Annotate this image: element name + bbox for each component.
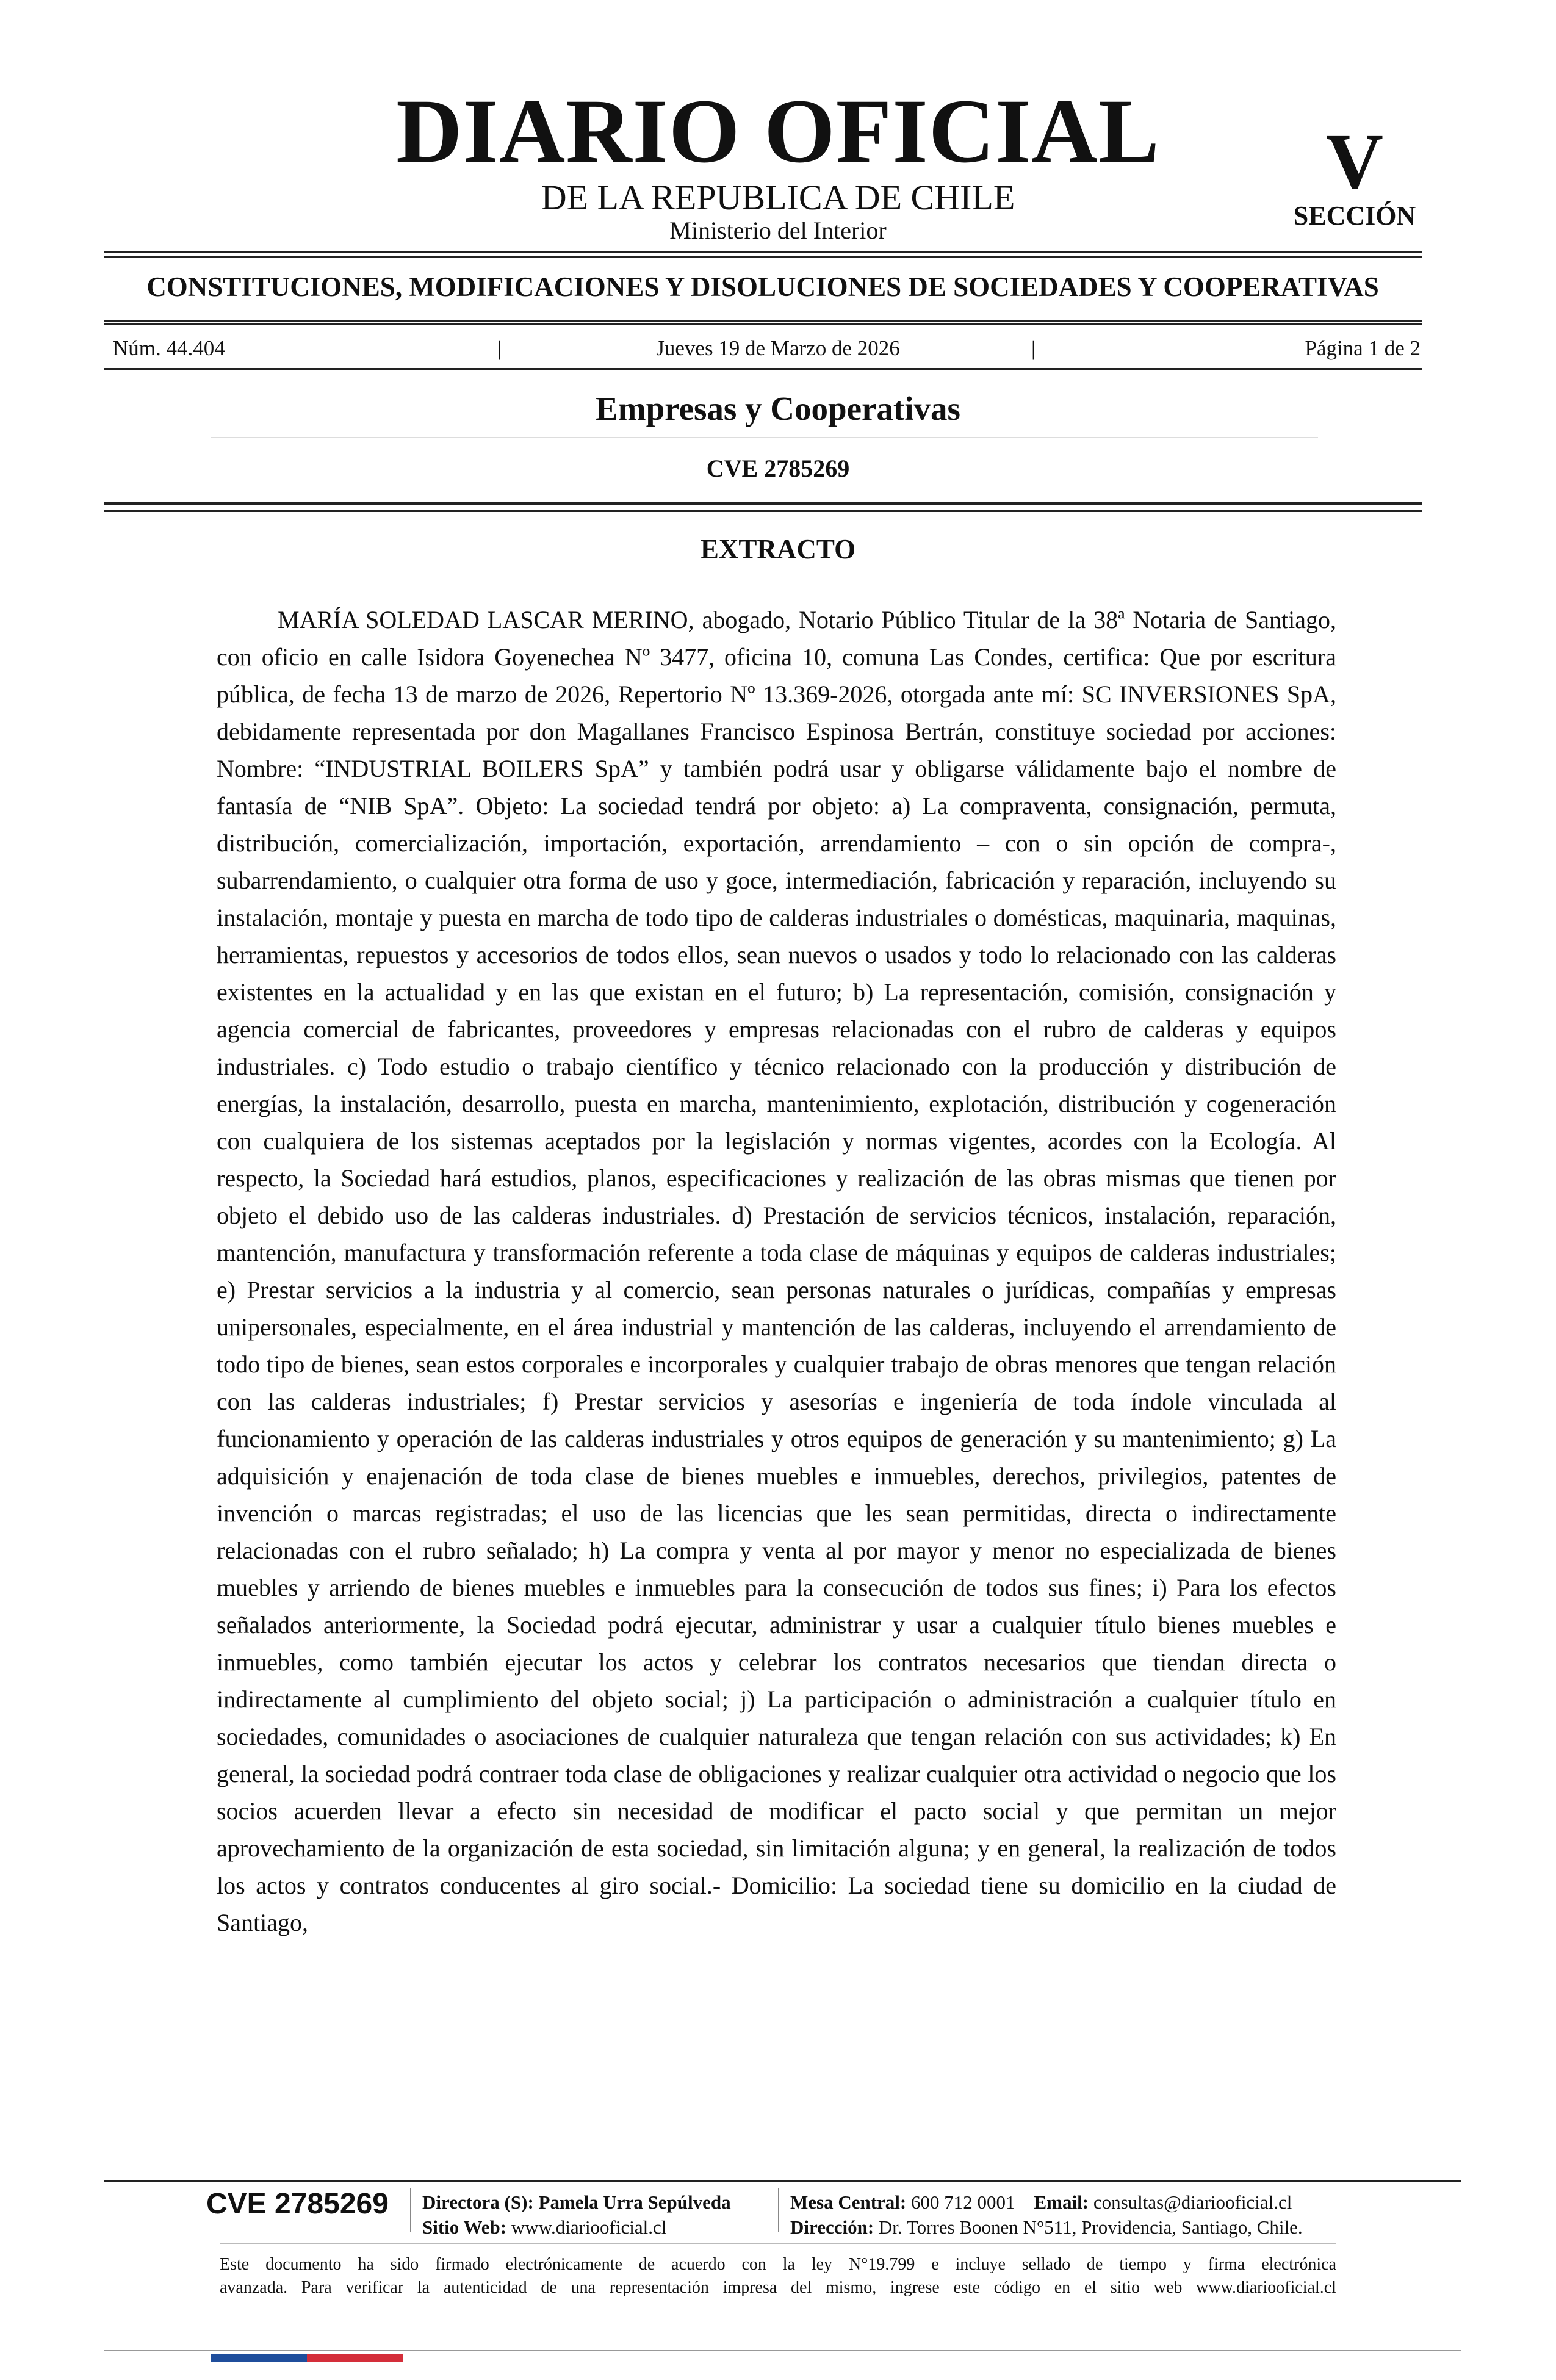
phone-label: Mesa Central:	[790, 2191, 907, 2213]
email-link[interactable]: consultas@diariooficial.cl	[1093, 2191, 1292, 2213]
notice-line: Este documento ha sido firmado electrónicamente de acuerdo con la ley N°19.799 e incluye sellado de tiempo y firma electrónica	[220, 2255, 1336, 2274]
footer-notice-rule	[220, 2243, 1336, 2244]
header-double-rule-bottom	[104, 510, 1422, 512]
issue-number: Núm. 44.404	[113, 336, 225, 360]
body-paragraph: MARÍA SOLEDAD LASCAR MERINO, abogado, Notario Público Titular de la 38ª Notaria de Santiago, con oficio en calle Isidora Goyenechea Nº 3477, oficina 10, comuna Las Condes, certifica: Que por escritura pública, de fecha 13 de marzo de 2026, Repertorio Nº 13.369-2026, otorgada ante mí: SC INVERSIONES SpA, debidamente representada por don Magallanes Francisco Espinosa Bertrán, constituye sociedad por acciones: Nombre: “INDUSTRIAL BOILERS SpA” y también podrá usar y obligarse válidamente bajo el nombre de fantasía de “NIB SpA”. Objeto: La sociedad tendrá por objeto: a) La compraventa, consignación, permuta, distribución, comercialización, importación, exportación, arrendamiento – con o sin opción de compra-, subarrendamiento, o cualquier otra forma de uso y goce, intermediación, fabricación y reparación, incluyendo su instalación, montaje y puesta en marcha de todo tipo de calderas industriales o domésticas, maquinaria, maquinas, herramientas, repuestos y accesorios de todos ellos, sean nuevos o usados y todo lo relacionado con las calderas existentes en la actualidad y en las que existan en el futuro; b) La representación, comisión, consignación y agencia comercial de fabricantes, proveedores y empresas relacionadas con el rubro de calderas y equipos industriales. c) Todo estudio o trabajo científico y técnico relacionado con la producción y distribución de energías, la instalación, desarrollo, puesta en marcha, mantenimiento, explotación, distribución y cogeneración con cualquiera de los sistemas aceptados por la legislación y normas vigentes, acordes con la Ecología. Al respecto, la Sociedad hará estudios, planos, especificaciones y realización de las obras mismas que tienen por objeto el debido uso de las calderas industriales. d) Prestación de servicios técnicos, instalación, reparación, mantención, manufactura y transformación referente a toda clase de máquinas y equipos de calderas industriales; e) Prestar servicios a la industria y al comercio, sean personas naturales o jurídicas, compañías y empresas unipersonales, especialmente, en el área industrial y mantención de las calderas, incluyendo el arrendamiento de todo tipo de bienes, sean estos corporales e incorporales y cualquier trabajo de obras menores que tengan relación con las calderas industriales; f) Prestar servicios y asesorías e ingeniería de toda índole vinculada al funcionamiento y operación de las calderas industriales y otros equipos de generación y su mantenimiento; g) La adquisición y enajenación de toda clase de bienes muebles e inmuebles, derechos, privilegios, patentes de invención o marcas registradas; el uso de las licencias que les sean permitidas, directa o indirectamente relacionadas con el rubro señalado; h) La compra y venta al por mayor y menor no especializada de bienes muebles y arriendo de bienes muebles e inmuebles para la consecución de todos sus fines; i) Para los efectos señalados anteriormente, la Sociedad podrá ejecutar, administrar y usar a cualquier título bienes muebles e inmuebles, como también ejecutar los actos y celebrar los contratos necesarios que tiendan directa o indirectamente al cumplimiento del objeto social; j) La participación o administración a cualquier título en sociedades, comunidades o asociaciones de cualquier naturaleza que tengan relación con sus actividades; k) En general, la sociedad podrá contraer toda clase de obligaciones y realizar cualquier otra actividad o negocio que los socios acuerden llevar a efecto sin necesidad de modificar el pacto social y que permitan un mejor aprovechamiento de la organización de esta sociedad, sin limitación alguna; y en general, la realización de todos los actos y contratos conducentes al giro social.- Domicilio: La sociedad tiene su domicilio en la ciudad de Santiago,	[217, 606, 1336, 1936]
masthead-rule-bottom	[104, 256, 1422, 258]
flag-stripe-blue	[211, 2354, 307, 2362]
category-heading: CONSTITUCIONES, MODIFICACIONES Y DISOLUCIONES DE SOCIEDADES Y COOPERATIVAS	[146, 272, 1379, 302]
section-title: Empresas y Cooperativas	[596, 390, 960, 427]
notice-line: avanzada. Para verificar la autenticidad de una representación impresa del mismo, ingrese este código en el sitio web www.diariooficial.cl	[220, 2278, 1336, 2297]
header-double-rule-top	[104, 502, 1422, 505]
issue-separator: |	[497, 336, 502, 360]
issue-separator: |	[1031, 336, 1036, 360]
category-rule-bottom	[104, 323, 1422, 325]
director-label: Directora (S):	[422, 2191, 534, 2213]
cve-code: CVE 2785269	[706, 455, 850, 482]
footer-bottom-rule	[104, 2350, 1461, 2351]
address-label: Dirección:	[790, 2216, 874, 2238]
address-value: Dr. Torres Boonen N°511, Providencia, Santiago, Chile.	[878, 2216, 1303, 2238]
footer-cve-code: CVE 2785269	[206, 2188, 389, 2220]
footer-divider	[410, 2188, 411, 2232]
flag-stripe-red	[307, 2354, 403, 2362]
category-rule-top	[104, 320, 1422, 322]
director-name: Pamela Urra Sepúlveda	[538, 2191, 731, 2213]
issue-page: Página 1 de 2	[1305, 336, 1421, 360]
website-link[interactable]: www.diariooficial.cl	[511, 2216, 667, 2238]
section-letter: V	[1326, 118, 1383, 206]
phone-value: 600 712 0001	[911, 2191, 1015, 2213]
masthead-ministry: Ministerio del Interior	[669, 217, 887, 244]
footer-divider	[778, 2188, 779, 2232]
issue-date: Jueves 19 de Marzo de 2026	[656, 336, 900, 360]
footer-rule	[104, 2180, 1461, 2182]
email-label: Email:	[1034, 2191, 1089, 2213]
masthead-subtitle: DE LA REPUBLICA DE CHILE	[541, 178, 1015, 217]
masthead-rule-top	[104, 251, 1422, 253]
footer-notice	[220, 2253, 1336, 2299]
masthead-title: DIARIO OFICIAL	[396, 81, 1160, 182]
issue-rule	[104, 368, 1422, 370]
section-word: SECCIÓN	[1293, 201, 1416, 231]
footer-contact-left	[422, 2190, 731, 2240]
website-label: Sitio Web:	[422, 2216, 507, 2238]
document-title: EXTRACTO	[700, 534, 856, 564]
footer-contact-right	[790, 2190, 1303, 2240]
section-title-rule	[211, 437, 1318, 438]
